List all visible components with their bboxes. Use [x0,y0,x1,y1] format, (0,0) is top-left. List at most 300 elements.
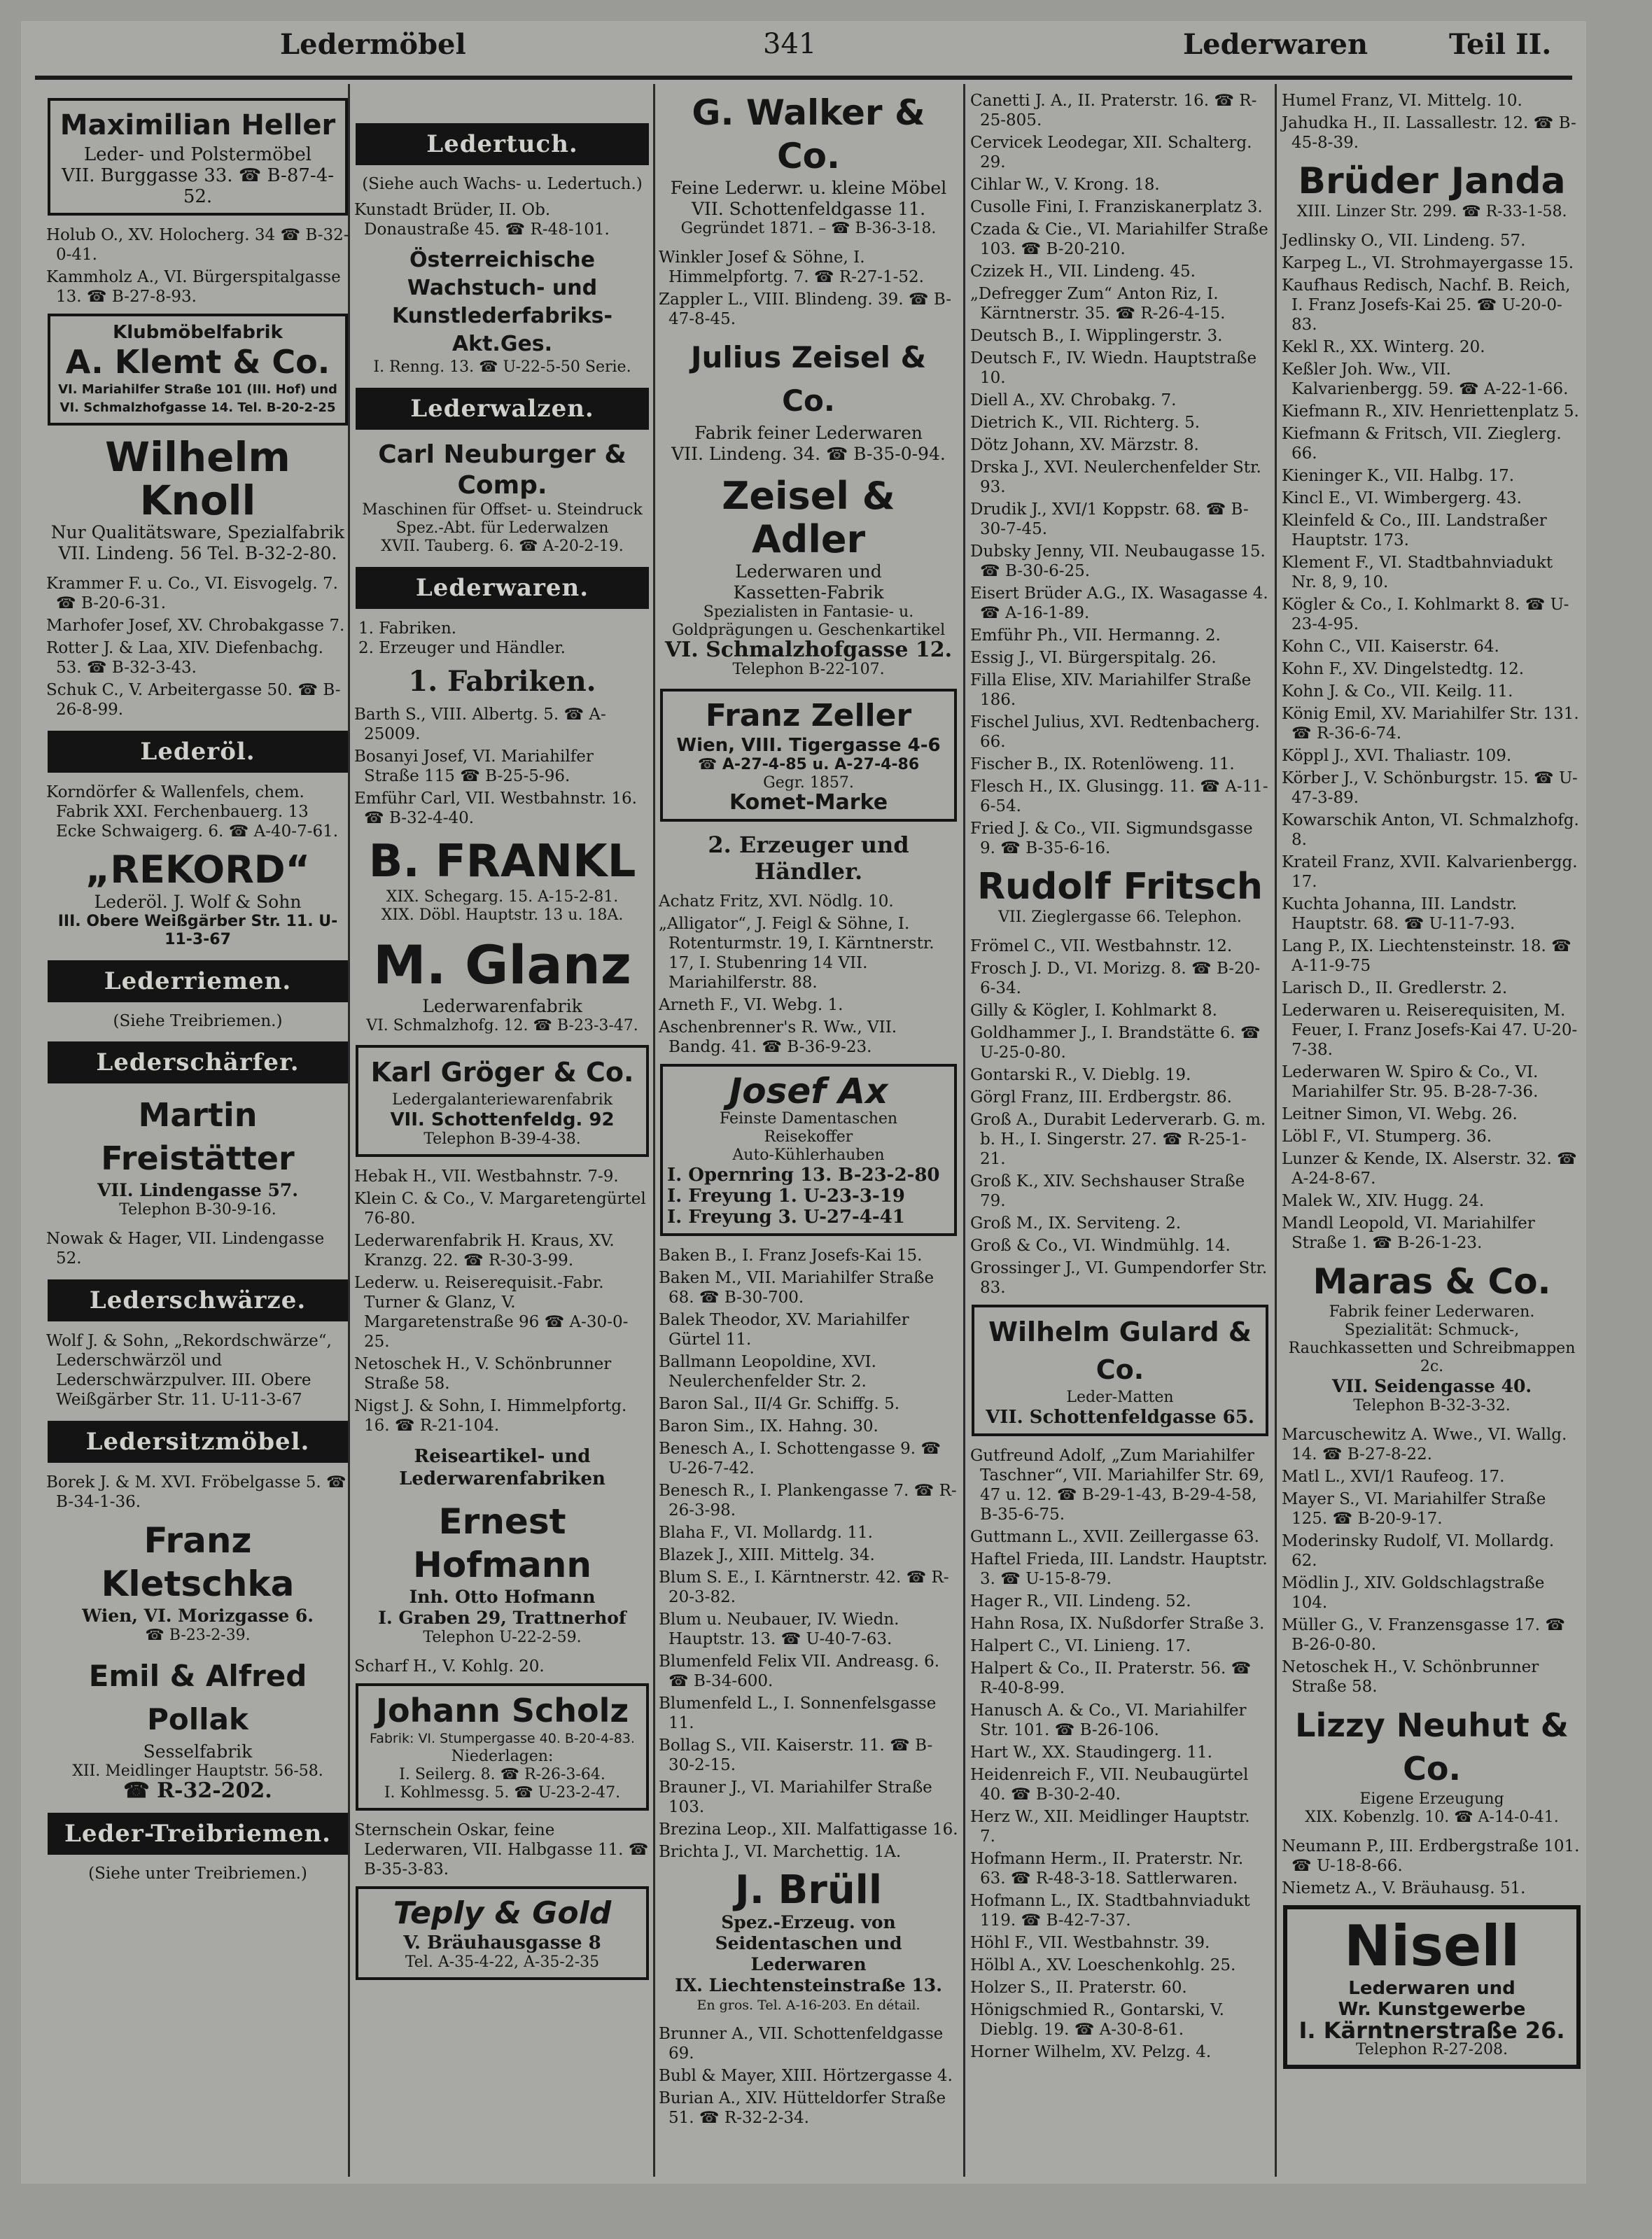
ad-title: Karl Gröger & Co. [370,1057,634,1088]
list-item: Kunstadt Brüder, II. Ob. Donaustraße 45. ☎ R-48-101. [354,201,610,239]
list-item: Krateil Franz, XVII. Kalvarienbergg. 17. [1282,853,1578,891]
list-item: Mödlin J., XIV. Goldschlagstraße 104. [1282,1574,1545,1612]
list-item: Bollag S., VII. Kaiserstr. 11. ☎ B-30-2-15. [659,1736,933,1774]
ad-line: I. Renng. 13. ☎ U-22-5-50 Serie. [373,358,631,376]
list-item: Eisert Brüder A.G., IX. Wasagasse 4. ☎ A-16-1-89. [970,584,1268,622]
list-item: Mandl Leopold, VI. Mariahilfer Straße 1. ☎ B-26-1-23. [1282,1214,1535,1252]
ad-title: Österreichische Wachstuch- und Kunstlederfabriks-Akt.Ges. [392,248,612,356]
ad-title: Emil & Alfred Pollak [88,1659,307,1736]
header-rule [35,76,1572,80]
ad-neuburger [356,440,649,556]
ad-line: Telephon B-39-4-38. [424,1130,581,1148]
list-item: Dubsky Jenny, VII. Neubaugasse 15. ☎ B-30-6-25. [970,542,1266,580]
ad-line: Ledergalanteriewarenfabrik [391,1091,613,1109]
list-item: Bubl & Mayer, XIII. Hörtzergasse 4. [659,2067,953,2085]
list-item: Emführ Carl, VII. Westbahnstr. 16. ☎ B-32-4-40. [354,789,637,827]
list-item: Kögler & Co., I. Kohlmarkt 8. ☎ U-23-4-95. [1282,596,1569,633]
list-item: Baron Sal., II/4 Gr. Schiffg. 5. [659,1395,900,1413]
ad-line: I. Opernring 13. B-23-2-80 [667,1165,940,1186]
list-item: Hager R., VII. Lindeng. 52. [970,1592,1191,1610]
list-item: Kowarschik Anton, VI. Schmalzhofg. 8. [1282,811,1579,849]
list-item: Lederwarenfabrik H. Kraus, XV. Kranzg. 22. ☎ R-30-3-99. [354,1232,615,1270]
list-item: Larisch D., II. Gredlerstr. 2. [1282,979,1508,997]
list-item: Karpeg L., VI. Strohmayergasse 15. [1282,254,1574,272]
ad-title: Wilhelm Knoll [105,433,290,524]
category-item: 2. Erzeuger und Händler. [358,639,566,657]
list-item: Körber J., V. Schönburgstr. 15. ☎ U-47-3-89. [1282,769,1578,807]
list-item: Blumenfeld Felix VII. Andreasg. 6. ☎ B-34-600. [659,1652,940,1690]
list-item: Arneth F., VI. Webg. 1. [659,996,844,1014]
ad-line: VII. Schottenfeldgasse 11. [691,199,926,219]
list-item: Groß & Co., VI. Windmühlg. 14. [970,1237,1231,1255]
ad-zeller [660,689,957,822]
ad-line: XVII. Tauberg. 6. ☎ A-20-2-19. [381,538,624,555]
ad-freistaetter [48,1093,348,1219]
list-item: Jahudka H., II. Lassallestr. 12. ☎ B-45-8-39. [1282,114,1576,152]
list-item: Lederw. u. Reiserequisit.-Fabr. Turner & Glanz, V. Margaretenstraße 96 ☎ A-30-0-25. [354,1274,629,1351]
list-item: Löbl F., VI. Stumperg. 36. [1282,1128,1492,1146]
header-left: Ledermöbel [280,28,466,61]
ad-heller [48,98,348,216]
list-item: Cusolle Fini, I. Franziskanerplatz 3. [970,198,1263,216]
list-item: Achatz Fritz, XVI. Nödlg. 10. [659,892,894,911]
ad-line: Sesselfabrik [143,1741,253,1762]
list-item: Kieninger K., VII. Halbg. 17. [1282,467,1515,485]
column-3 [654,91,962,2177]
ad-title: Carl Neuburger & Comp. [378,440,626,500]
page-number: 341 [763,28,817,60]
list-item: Kiefmann R., XIV. Henriettenplatz 5. [1282,402,1579,421]
list-item: Drska J., XVI. Neulerchenfelder Str. 93. [970,458,1261,496]
list-item: Cervicek Leodegar, XII. Schalterg. 29. [970,134,1252,171]
ad-walker [660,91,957,238]
column-5 [1278,91,1586,2177]
ad-title: Josef Ax [729,1071,888,1111]
list-item: Filla Elise, XIV. Mariahilfer Straße 186. [970,671,1252,709]
directory-page [21,21,1586,2184]
column-2 [350,91,654,2177]
list-item: Kiefmann & Fritsch, VII. Zieglerg. 66. [1282,425,1562,463]
subsection-heading: 1. Fabriken. [408,665,596,698]
list-item: Blum u. Neubauer, IV. Wiedn. Hauptstr. 13. ☎ U-40-7-63. [659,1610,899,1648]
ad-line: Telephon U-22-2-59. [423,1629,582,1646]
page-header [21,21,1586,71]
list-item: Holzer S., II. Praterstr. 60. [970,1979,1187,1997]
list-item: Dietrich K., VII. Richterg. 5. [970,414,1200,432]
ad-title: Maximilian Heller [59,109,336,141]
list-item: Hönigschmied R., Gontarski, V. Dieblg. 19. ☎ A-30-8-61. [970,2001,1224,2039]
ad-line: I. Graben 29, Trattnerhof [378,1608,626,1628]
ad-ax [660,1064,957,1236]
ad-line: ☎ A-27-4-85 u. A-27-4-86 [697,756,920,773]
ad-line: Eigene Erzeugung [1359,1790,1504,1808]
list-item: Fried J. & Co., VII. Sigmundsgasse 9. ☎ B-35-6-16. [970,820,1253,857]
column-4 [966,91,1274,2177]
list-item: Brauner J., VI. Mariahilfer Straße 103. [659,1778,932,1816]
list-item: Frömel C., VII. Westbahnstr. 12. [970,937,1233,955]
list-item: Lederwaren W. Spiro & Co., VI. Mariahilfer Str. 95. B-28-7-36. [1282,1063,1539,1101]
list-item: Brezina Leop., XII. Malfattigasse 16. [659,1820,958,1839]
ad-line: VII. Burggasse 33. ☎ B-87-4-52. [61,165,335,207]
list-item: Deutsch F., IV. Wiedn. Hauptstraße 10. [970,349,1257,387]
ad-wachstuch [356,246,649,377]
list-item: Fischer B., IX. Rotenlöweng. 11. [970,755,1235,773]
list-item: Ballmann Leopoldine, XVI. Neulerchenfelder Str. 2. [659,1353,876,1391]
ad-title: B. FRANKL [368,836,636,887]
ad-line: IX. Liechtensteinstraße 13. [675,1975,942,1995]
section-banner: Ledersitzmöbel. [48,1421,348,1463]
ad-line: En gros. Tel. A-16-203. En détail. [696,1998,920,2013]
list-item: Sternschein Oskar, feine Lederwaren, VII. Halbgasse 11. ☎ B-35-3-83. [354,1821,649,1879]
ad-rekord [48,848,348,949]
ad-title: Wilhelm Gulard & Co. [988,1317,1252,1385]
ad-title: Franz Kletschka [101,1520,295,1604]
section-banner: Lederriemen. [48,960,348,1002]
list-item: Müller G., V. Franzensgasse 17. ☎ B-26-0-80. [1282,1616,1566,1654]
ad-line: Feinste Damentaschen [719,1110,898,1128]
list-item: Fischel Julius, XVI. Redtenbacherg. 66. [970,713,1260,751]
header-right: Teil II. [1449,28,1552,61]
list-item: Scharf H., V. Kohlg. 20. [354,1657,545,1676]
ad-line: Gegründet 1871. – ☎ B-36-3-18. [680,220,937,237]
ad-zeisel [660,336,957,465]
ad-line: XII. Meidlinger Hauptstr. 56-58. [72,1762,323,1780]
cross-reference: (Siehe Treibriemen.) [113,1012,283,1030]
list-item: Czada & Cie., VI. Mariahilfer Straße 103. ☎ B-20-210. [970,220,1268,258]
ad-bruell [660,1869,957,2014]
list-item: Görgl Franz, III. Erdbergstr. 86. [970,1088,1232,1107]
ad-line: XIII. Linzer Str. 299. ☎ R-33-1-58. [1296,203,1567,220]
list-item: Brunner A., VII. Schottenfeldgasse 69. [659,2025,944,2063]
list-item: Goldhammer J., I. Brandstätte 6. ☎ U-25-0-80. [970,1024,1261,1062]
ad-line: VII. Schottenfeldgasse 65. [986,1407,1254,1428]
list-item: Malek W., XIV. Hugg. 24. [1282,1192,1485,1210]
list-item: Nowak & Hager, VII. Lindengasse 52. [46,1230,325,1268]
ad-line: Reisekoffer [764,1128,853,1146]
ad-title: M. Glanz [372,934,631,996]
list-item: Burian A., XIV. Hütteldorfer Straße 51. ☎ R-32-2-34. [659,2089,946,2127]
list-item: Blazek J., XIII. Mittelg. 34. [659,1546,875,1564]
ad-line: Wien, VI. Morizgasse 6. [82,1606,314,1626]
ad-line: Wien, VIII. Tigergasse 4-6 [676,735,941,756]
list-item: Horner Wilhelm, XV. Pelzg. 4. [970,2043,1212,2061]
ad-zeiseladler [660,475,957,679]
list-item: Blumenfeld L., I. Sonnenfelsgasse 11. [659,1694,937,1732]
list-item: Klement F., VI. Stadtbahnviadukt Nr. 8, 9, 10. [1282,554,1553,591]
ad-line: XIX. Kobenzlg. 10. ☎ A-14-0-41. [1305,1809,1559,1826]
ad-line: VII. Lindeng. 56 Tel. B-32-2-80. [58,543,337,563]
list-item: Frosch J. D., VI. Morizg. 8. ☎ B-20-6-34. [970,960,1261,997]
ad-glanz [356,934,649,1035]
ad-knoll [48,435,348,564]
list-item: Kohn F., XV. Dingelstedtg. 12. [1282,660,1525,678]
ad-janda [1283,160,1581,221]
list-item: Halpert & Co., II. Praterstr. 56. ☎ R-40-8-99. [970,1659,1252,1697]
list-item: Hahn Rosa, IX. Nußdorfer Straße 3. [970,1615,1265,1633]
ad-line: VI. Schmalzhofgasse 14. Tel. B-20-2-25 [59,400,336,415]
list-item: Flesch H., IX. Glusingg. 11. ☎ A-11-6-54. [970,778,1268,815]
column-1 [42,91,354,2177]
ad-line: Lederwarenfabrik [422,996,582,1016]
list-item: Dötz Johann, XV. Märzstr. 8. [970,436,1199,454]
ad-nisell [1283,1905,1581,2069]
list-item: Gilly & Kögler, I. Kohlmarkt 8. [970,1002,1217,1020]
list-item: Kohn J. & Co., VII. Keilg. 11. [1282,682,1513,701]
ad-line: III. Obere Weißgärber Str. 11. U-11-3-67 [57,913,338,948]
ad-title: Zeisel & Adler [722,474,895,561]
list-item: Baken M., VII. Mariahilfer Straße 68. ☎ B-30-700. [659,1269,934,1307]
list-item: Drudik J., XVI/1 Koppstr. 68. ☎ B-30-7-45. [970,500,1249,538]
section-banner: Lederwaren. [356,567,649,609]
list-item: Haftel Frieda, III. Landstr. Hauptstr. 3. ☎ U-15-8-79. [970,1550,1268,1588]
list-item: Benesch R., I. Plankengasse 7. ☎ R-26-3-98. [659,1482,957,1519]
ad-line: Gegr. 1857. [763,774,854,792]
ad-fritsch [972,865,1268,927]
ad-title: Nisell [1343,1914,1520,1979]
ad-groeger [356,1045,649,1157]
category-list [358,619,646,658]
list-item: Mayer S., VI. Mariahilfer Straße 125. ☎ B-20-9-17. [1282,1490,1546,1528]
list-item: Herz W., XII. Meidlinger Hauptstr. 7. [970,1808,1250,1846]
cross-reference: (Siehe auch Wachs- u. Ledertuch.) [362,175,643,193]
list-item: Humel Franz, VI. Mittelg. 10. [1282,92,1522,110]
ad-title: „REKORD“ [85,848,311,892]
ad-line: I. Kohlmessg. 5. ☎ U-23-2-47. [384,1784,621,1802]
ad-line: Telephon R-27-208. [1355,2041,1508,2058]
list-item: „Defregger Zum“ Anton Riz, I. Kärntnerstr. 35. ☎ R-26-4-15. [970,285,1226,323]
list-item: Kohn C., VII. Kaiserstr. 64. [1282,638,1499,656]
ad-line: XIX. Schegarg. 15. A-15-2-81. [386,888,619,906]
list-item: Groß K., XIV. Sechshauser Straße 79. [970,1172,1245,1210]
ad-line: I. Kärntnerstraße 26. [1298,2017,1565,2044]
section-banner: Lederschwärze. [48,1279,348,1321]
list-item: Korndörfer & Wallenfels, chem. Fabrik XXI. Ferchenbauerg. 13 Ecke Schwaigerg. 6. ☎ A-40-7-61. [46,783,339,841]
ad-line: ☎ B-23-2-39. [145,1627,251,1644]
list-item: Höhl F., VII. Westbahnstr. 39. [970,1934,1210,1952]
list-item: Lunzer & Kende, IX. Alserstr. 32. ☎ A-24-8-67. [1282,1150,1577,1188]
list-item: Marcuschewitz A. Wwe., VI. Wallg. 14. ☎ B-27-8-22. [1282,1426,1567,1464]
list-item: Nigst J. & Sohn, I. Himmelpfortg. 16. ☎ R-21-104. [354,1397,627,1435]
list-item: Zappler L., VIII. Blindeng. 39. ☎ B-47-8-45. [659,290,951,328]
ad-line: VI. Schmalzhofg. 12. ☎ B-23-3-47. [366,1017,638,1034]
subsection-heading: Reiseartikel- und Lederwarenfabriken [399,1446,606,1489]
list-item: Matl L., XVI/1 Raufeog. 17. [1282,1468,1505,1486]
list-item: Keßler Joh. Ww., VII. Kalvarienbergg. 59. ☎ A-22-1-66. [1282,360,1569,398]
ad-pollak [48,1655,348,1802]
ad-teply [356,1886,649,1980]
ad-line: VII. Schottenfeldg. 92 [390,1109,615,1130]
list-item: Benesch A., I. Schottengasse 9. ☎ U-26-7-42. [659,1440,941,1478]
ad-line: XIX. Döbl. Hauptstr. 13 u. 18A. [381,906,624,924]
ad-line: Lederwaren und [735,561,882,582]
list-item: „Alligator“, J. Feigl & Söhne, I. Rotenturmstr. 19, I. Kärntnerstr. 17, I. Stubenring 14 VII. Mariahilferstr. 88. [659,915,934,992]
ad-title: A. Klemt & Co. [65,343,330,381]
ad-line: I. Seilerg. 8. ☎ R-26-3-64. [399,1766,606,1783]
ad-line: I. Freyung 3. U-27-4-41 [667,1207,905,1228]
ad-line: Kassetten-Fabrik [733,582,884,603]
ad-line: Klubmöbelfabrik [113,322,283,343]
ad-line: Telephon B-30-9-16. [119,1201,276,1219]
list-item: Hebak H., VII. Westbahnstr. 7-9. [354,1167,619,1186]
ad-maras [1283,1260,1581,1415]
ad-line: I. Freyung 1. U-23-3-19 [667,1186,905,1207]
section-banner: Ledertuch. [356,123,649,165]
list-item: König Emil, XV. Mariahilfer Str. 131. ☎ R-36-6-74. [1282,705,1579,743]
list-item: Baron Sim., IX. Hahng. 30. [659,1417,878,1436]
ad-line: VI. Mariahilfer Straße 101 (III. Hof) und [58,382,337,397]
list-item: Cihlar W., V. Krong. 18. [970,176,1160,194]
list-item: Leitner Simon, VI. Webg. 26. [1282,1105,1518,1123]
list-item: Blum S. E., I. Kärntnerstr. 42. ☎ R-20-3-82. [659,1568,949,1606]
section-banner: Lederöl. [48,731,348,773]
ad-line: Fabrik feiner Lederwaren. Spezialität: Schmuck-, Rauchkassetten und Schreibmappen 2c. [1288,1303,1576,1375]
list-item: Hofmann Herm., II. Praterstr. Nr. 63. ☎ R-48-3-18. Sattlerwaren. [970,1850,1244,1888]
list-item: Grossinger J., VI. Gumpendorfer Str. 83. [970,1259,1268,1297]
list-item: Heidenreich F., VII. Neubaugürtel 40. ☎ B-30-2-40. [970,1766,1249,1804]
list-item: Gontarski R., V. Dieblg. 19. [970,1066,1191,1084]
ad-title: Ernest Hofmann [413,1501,592,1585]
list-item: Gutfreund Adolf, „Zum Mariahilfer Taschner“, VII. Mariahilfer Str. 69, 47 u. 12. ☎ B-29-1-43, B-29-4-58, B-35-6-75. [970,1447,1264,1524]
category-item: 1. Fabriken. [358,619,457,638]
list-item: Krammer F. u. Co., VI. Eisvogelg. 7. ☎ B-20-6-31. [46,575,338,612]
list-item: Barth S., VIII. Albertg. 5. ☎ A-25009. [354,706,606,743]
list-item: Hanusch A. & Co., VI. Mariahilfer Str. 101. ☎ B-26-106. [970,1701,1247,1739]
ad-line: Nur Qualitätsware, Spezialfabrik [50,522,345,542]
list-item: Borek J. & M. XVI. Fröbelgasse 5. ☎ B-34-1-36. [46,1473,346,1511]
ad-title: Maras & Co. [1312,1261,1551,1302]
list-item: Aschenbrenner's R. Ww., VII. Bandg. 41. ☎ B-36-9-23. [659,1018,897,1056]
list-item: Winkler Josef & Söhne, I. Himmelpfortg. 7. ☎ R-27-1-52. [659,248,924,286]
ad-scholz [356,1683,649,1811]
list-item: Guttmann L., XVII. Zeillergasse 63. [970,1528,1259,1546]
list-item: Hofmann L., IX. Stadtbahnviadukt 119. ☎ B-42-7-37. [970,1892,1250,1930]
ad-line: Komet-Marke [729,790,888,815]
list-item: Balek Theodor, XV. Mariahilfer Gürtel 11. [659,1311,909,1349]
ad-line: Tel. A-35-4-22, A-35-2-35 [405,1953,600,1971]
ad-line: Lederwaren und [1348,1978,1516,1999]
ad-line: VI. Schmalzhofgasse 12. [664,638,953,662]
ad-line: Telephon B-32-3-32. [1353,1397,1511,1415]
list-item: Emführ Ph., VII. Hermanng. 2. [970,626,1221,645]
ad-title: Franz Zeller [705,698,912,734]
list-item: Brichta J., VI. Marchettig. 1A. [659,1843,902,1861]
ad-line: VII. Lindeng. 34. ☎ B-35-0-94. [671,444,946,464]
ad-title: Johann Scholz [375,1692,629,1729]
ad-line: Telephon B-22-107. [732,661,885,678]
list-item: Jedlinsky O., VII. Lindeng. 57. [1282,232,1526,250]
ad-neuhut [1283,1704,1581,1827]
ad-gulard [972,1305,1268,1436]
cross-reference: (Siehe unter Treibriemen.) [88,1865,307,1883]
list-item: Moderinsky Rudolf, VI. Mollardg. 62. [1282,1532,1555,1570]
ad-line: V. Bräuhausgasse 8 [403,1932,601,1953]
ad-title: G. Walker & Co. [692,92,925,176]
list-item: Klein C. & Co., V. Margaretengürtel 76-80. [354,1190,646,1228]
list-item: Marhofer Josef, XV. Chrobakgasse 7. [46,617,345,635]
ad-klemt [48,314,348,426]
list-item: Kammholz A., VI. Bürgerspitalgasse 13. ☎ B-27-8-93. [46,268,341,306]
ad-line: Leder-Matten [1066,1389,1174,1406]
list-item: Netoschek H., V. Schönbrunner Straße 58. [1282,1658,1539,1696]
list-item: Holub O., XV. Holocherg. 34 ☎ B-32-0-41. [46,226,349,264]
ad-line: Feine Lederwr. u. kleine Möbel [670,178,947,198]
list-item: Netoschek H., V. Schönbrunner Straße 58. [354,1355,612,1393]
list-item: Kaufhaus Redisch, Nachf. B. Reich, I. Franz Josefs-Kai 25. ☎ U-20-0-83. [1282,276,1571,334]
list-item: Czizek H., VII. Lindeng. 45. [970,262,1196,281]
ad-line: VII. Lindengasse 57. [97,1180,298,1200]
list-item: Niemetz A., V. Bräuhausg. 51. [1282,1879,1526,1897]
list-item: Lederwaren u. Reiserequisiten, M. Feuer, I. Franz Josefs-Kai 47. U-20-7-38. [1282,1002,1578,1059]
header-middle: Lederwaren [1183,28,1368,61]
ad-line: Wr. Kunstgewerbe [1338,1999,1526,2020]
list-item: Kincl E., VI. Wimbergerg. 43. [1282,489,1522,507]
ad-line: ☎ R-32-202. [123,1778,272,1803]
ad-line: Spez.-Abt. für Lederwalzen [396,519,609,537]
ad-line: Spezialisten in Fantasie- u. Goldprägungen u. Geschenkartikel [671,603,946,639]
ad-line: Spez.-Erzeug. von Seidentaschen und Lederwaren [715,1912,902,1974]
ad-line: Niederlagen: [451,1748,554,1765]
ad-hofmann [356,1500,649,1647]
ad-line: Fabrik: VI. Stumpergasse 40. B-20-4-83. [370,1731,635,1746]
list-item: Neumann P., III. Erdbergstraße 101. ☎ U-18-8-66. [1282,1837,1580,1875]
subsection-heading: 2. Erzeuger und Händler. [708,831,909,885]
list-item: Diell A., XV. Chrobakg. 7. [970,391,1177,409]
section-banner: Lederschärfer. [48,1041,348,1083]
ad-title: Julius Zeisel & Co. [690,340,927,418]
list-item: Canetti J. A., II. Praterstr. 16. ☎ R-25-805. [970,92,1257,129]
ad-title: Rudolf Fritsch [977,866,1263,908]
ad-kletschka [48,1519,348,1645]
section-banner: Lederwalzen. [356,388,649,430]
ad-title: Martin Freistätter [101,1096,295,1177]
ad-line: Auto-Kühlerhauben [732,1146,885,1164]
list-item: Baken B., I. Franz Josefs-Kai 15. [659,1247,923,1265]
column-divider [1275,84,1277,2177]
list-item: Lang P., IX. Liechtensteinstr. 18. ☎ A-11-9-75 [1282,937,1572,975]
ad-line: VII. Zieglergasse 66. Telephon. [998,908,1242,926]
list-item: Kekl R., XX. Winterg. 20. [1282,338,1485,356]
ad-line: VII. Seidengasse 40. [1331,1376,1532,1396]
ad-line: Maschinen für Offset- u. Steindruck [362,501,643,519]
list-item: Kuchta Johanna, III. Landstr. Hauptstr. 68. ☎ U-11-7-93. [1282,895,1518,933]
list-item: Groß M., IX. Serviteng. 2. [970,1214,1182,1233]
list-item: Deutsch B., I. Wipplingerstr. 3. [970,327,1223,345]
ad-frankl [356,835,649,925]
ad-title: Lizzy Neuhut & Co. [1295,1706,1569,1788]
section-banner: Leder-Treibriemen. [48,1813,348,1855]
ad-line: Lederöl. J. Wolf & Sohn [94,892,302,912]
list-item: Hart W., XX. Staudingerg. 11. [970,1743,1212,1762]
list-item: Wolf J. & Sohn, „Rekordschwärze“, Lederschwärzöl und Lederschwärzpulver. III. Obere Weißgärber Str. 11. U-11-3-67 [46,1332,332,1409]
ad-line: Fabrik feiner Lederwaren [694,423,923,443]
list-item: Bosanyi Josef, VI. Mariahilfer Straße 115 ☎ B-25-5-96. [354,747,594,785]
list-item: Halpert C., VI. Linieng. 17. [970,1637,1191,1655]
ad-title: Teply & Gold [393,1895,612,1931]
ad-title: Brüder Janda [1298,160,1566,202]
list-item: Blaha F., VI. Mollardg. 11. [659,1524,873,1542]
list-item: Rotter J. & Laa, XIV. Diefenbachg. 53. ☎ B-32-3-43. [46,639,323,677]
ad-line: Inh. Otto Hofmann [409,1587,596,1607]
list-item: Schuk C., V. Arbeitergasse 50. ☎ B-26-8-99. [46,681,341,719]
list-item: Köppl J., XVI. Thaliastr. 109. [1282,747,1512,765]
column-divider [963,84,965,2177]
list-item: Essig J., VI. Bürgerspitalg. 26. [970,649,1217,667]
list-item: Groß A., Durabit Lederverarb. G. m. b. H., I. Singerstr. 27. ☎ R-25-1-21. [970,1111,1266,1168]
ad-title: J. Brüll [734,1867,883,1913]
list-item: Hölbl A., XV. Loeschenkohlg. 25. [970,1956,1236,1974]
ad-line: Leder- und Polstermöbel [83,144,312,165]
list-item: Kleinfeld & Co., III. Landstraßer Hauptstr. 173. [1282,512,1547,549]
